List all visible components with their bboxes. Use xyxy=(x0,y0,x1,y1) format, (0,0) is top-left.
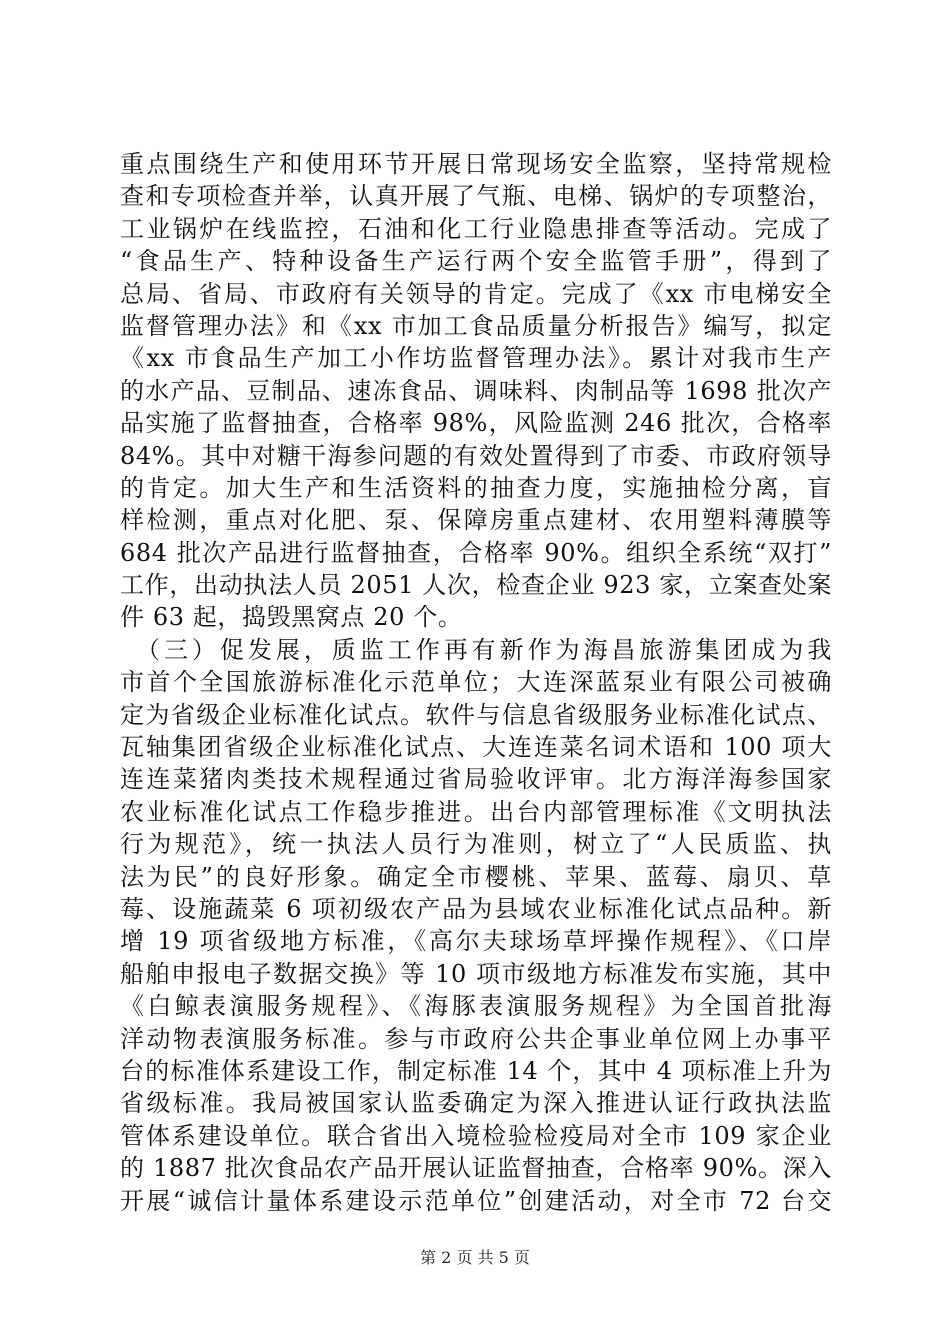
text-line: “食品生产、特种设备生产运行两个安全监管手册”，得到了 xyxy=(120,247,832,276)
paragraph-2 xyxy=(120,634,832,1217)
text-line: 84%。其中对糖干海参问题的有效处置得到了市委、市政府领导 xyxy=(120,441,832,470)
text-line: 的 1887 批次食品农产品开展认证监督抽查，合格率 90%。深入 xyxy=(120,1154,832,1183)
text-line: 样检测，重点对化肥、泵、保障房重点建材、农用塑料薄膜等 xyxy=(120,506,832,535)
text-line: 增 19 项省级地方标准，《高尔夫球场草坪操作规程》、《口岸 xyxy=(120,927,832,956)
text-line: 台的标准体系建设工作，制定标准 14 个，其中 4 项标准上升为 xyxy=(120,1056,832,1085)
text-line: 工作，出动执法人员 2051 人次，检查企业 923 家，立案查处案 xyxy=(120,571,832,600)
text-line: 重点围绕生产和使用环节开展日常现场安全监察，坚持常规检 xyxy=(120,150,832,178)
text-line: 品实施了监督抽查，合格率 98%，风险监测 246 批次，合格率 xyxy=(120,409,832,438)
text-line: 监督管理办法》和《xx 市加工食品质量分析报告》编写，拟定 xyxy=(120,311,832,340)
text-line: 莓、设施蔬菜 6 项初级农产品为县域农业标准化试点品种。新 xyxy=(120,894,832,923)
text-line: 法为民”的良好形象。确定全市樱桃、苹果、蓝莓、扇贝、草 xyxy=(120,862,832,891)
text-line: 684 批次产品进行监督抽查，合格率 90%。组织全系统“双打” xyxy=(120,538,832,567)
document-body xyxy=(120,148,832,1217)
text-line: 市首个全国旅游标准化示范单位；大连深蓝泵业有限公司被确 xyxy=(120,668,832,697)
text-line: （三）促发展，质监工作再有新作为海昌旅游集团成为我 xyxy=(120,635,832,664)
text-line: 的水产品、豆制品、速冻食品、调味料、肉制品等 1698 批次产 xyxy=(120,376,832,405)
text-line: 查和专项检查并举，认真开展了气瓶、电梯、锅炉的专项整治， xyxy=(120,182,832,211)
text-line: 工业锅炉在线监控，石油和化工行业隐患排查等活动。完成了 xyxy=(120,214,832,243)
text-line: 总局、省局、市政府有关领导的肯定。完成了《xx 市电梯安全 xyxy=(120,279,832,308)
text-line: 开展“诚信计量体系建设示范单位”创建活动，对全市 72 台交 xyxy=(120,1186,832,1215)
text-line: 连连菜猪肉类技术规程通过省局验收评审。北方海洋海参国家 xyxy=(120,765,832,794)
text-line: 船舶申报电子数据交换》等 10 项市级地方标准发布实施，其中 xyxy=(120,959,832,988)
text-line: 件 63 起，捣毁黑窝点 20 个。 xyxy=(120,603,463,632)
text-line: 定为省级企业标准化试点。软件与信息省级服务业标准化试点、 xyxy=(120,700,832,729)
text-line: 《白鲸表演服务规程》、《海豚表演服务规程》为全国首批海 xyxy=(120,992,832,1021)
page-number-footer: 第 2 页 共 5 页 xyxy=(420,1248,530,1267)
text-line: 行为规范》，统一执法人员行为准则，树立了“人民质监、执 xyxy=(120,830,832,859)
text-line: 的肯定。加大生产和生活资料的抽查力度，实施抽检分离，盲 xyxy=(120,473,832,502)
text-line: 《xx 市食品生产加工小作坊监督管理办法》。累计对我市生产 xyxy=(120,344,832,373)
paragraph-1 xyxy=(120,148,832,634)
text-line: 洋动物表演服务标准。参与市政府公共企事业单位网上办事平 xyxy=(120,1024,832,1053)
text-line: 管体系建设单位。联合省出入境检验检疫局对全市 109 家企业 xyxy=(120,1121,832,1150)
text-line: 农业标准化试点工作稳步推进。出台内部管理标准《文明执法 xyxy=(120,797,832,826)
text-line: 瓦轴集团省级企业标准化试点、大连连菜名词术语和 100 项大 xyxy=(120,733,832,762)
text-line: 省级标准。我局被国家认监委确定为深入推进认证行政执法监 xyxy=(120,1089,832,1118)
